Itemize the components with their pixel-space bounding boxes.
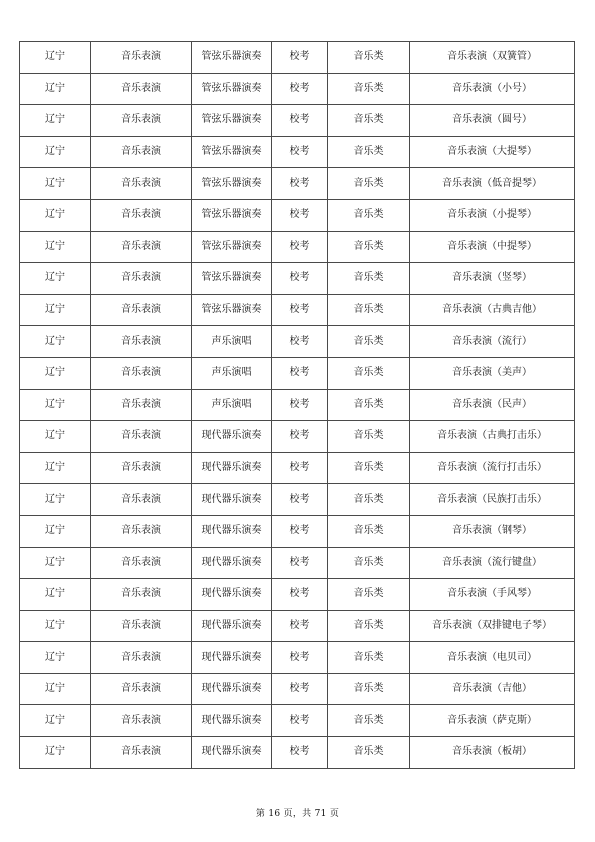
major-cell: 音乐表演 <box>91 484 192 516</box>
discipline-cell: 音乐类 <box>328 421 410 453</box>
category-cell: 现代器乐演奏 <box>192 673 272 705</box>
specialty-cell: 音乐表演（双排键电子琴） <box>410 610 575 642</box>
category-cell: 管弦乐器演奏 <box>192 231 272 263</box>
major-cell: 音乐表演 <box>91 231 192 263</box>
specialty-cell: 音乐表演（电贝司） <box>410 642 575 674</box>
exam-type-cell: 校考 <box>272 515 328 547</box>
major-cell: 音乐表演 <box>91 547 192 579</box>
specialty-cell: 音乐表演（萨克斯） <box>410 705 575 737</box>
exam-type-cell: 校考 <box>272 231 328 263</box>
category-cell: 管弦乐器演奏 <box>192 73 272 105</box>
category-cell: 现代器乐演奏 <box>192 705 272 737</box>
exam-type-cell: 校考 <box>272 579 328 611</box>
discipline-cell: 音乐类 <box>328 547 410 579</box>
table-row <box>20 515 575 547</box>
specialty-cell: 音乐表演（大提琴） <box>410 136 575 168</box>
exam-type-cell: 校考 <box>272 452 328 484</box>
specialty-cell: 音乐表演（钢琴） <box>410 515 575 547</box>
major-cell: 音乐表演 <box>91 515 192 547</box>
category-cell: 声乐演唱 <box>192 389 272 421</box>
specialty-cell: 音乐表演（流行打击乐） <box>410 452 575 484</box>
discipline-cell: 音乐类 <box>328 231 410 263</box>
province-cell: 辽宁 <box>20 357 91 389</box>
specialty-cell: 音乐表演（手风琴） <box>410 579 575 611</box>
specialty-cell: 音乐表演（民族打击乐） <box>410 484 575 516</box>
discipline-cell: 音乐类 <box>328 452 410 484</box>
table-row <box>20 452 575 484</box>
table-row <box>20 547 575 579</box>
major-cell: 音乐表演 <box>91 421 192 453</box>
category-cell: 现代器乐演奏 <box>192 547 272 579</box>
discipline-cell: 音乐类 <box>328 136 410 168</box>
table-row <box>20 642 575 674</box>
table-row <box>20 136 575 168</box>
major-cell: 音乐表演 <box>91 263 192 295</box>
major-cell: 音乐表演 <box>91 168 192 200</box>
table-row <box>20 326 575 358</box>
province-cell: 辽宁 <box>20 231 91 263</box>
category-cell: 管弦乐器演奏 <box>192 136 272 168</box>
discipline-cell: 音乐类 <box>328 294 410 326</box>
exam-type-cell: 校考 <box>272 42 328 74</box>
province-cell: 辽宁 <box>20 263 91 295</box>
province-cell: 辽宁 <box>20 199 91 231</box>
exam-type-cell: 校考 <box>272 263 328 295</box>
discipline-cell: 音乐类 <box>328 579 410 611</box>
discipline-cell: 音乐类 <box>328 705 410 737</box>
specialty-cell: 音乐表演（双簧管） <box>410 42 575 74</box>
specialty-cell: 音乐表演（美声） <box>410 357 575 389</box>
table-body <box>20 42 575 769</box>
exam-type-cell: 校考 <box>272 642 328 674</box>
province-cell: 辽宁 <box>20 42 91 74</box>
major-cell: 音乐表演 <box>91 294 192 326</box>
major-cell: 音乐表演 <box>91 705 192 737</box>
category-cell: 现代器乐演奏 <box>192 452 272 484</box>
discipline-cell: 音乐类 <box>328 610 410 642</box>
page-number: 第 16 页，共 71 页 <box>255 809 340 819</box>
specialty-cell: 音乐表演（圆号） <box>410 105 575 137</box>
discipline-cell: 音乐类 <box>328 484 410 516</box>
discipline-cell: 音乐类 <box>328 737 410 769</box>
major-cell: 音乐表演 <box>91 737 192 769</box>
major-cell: 音乐表演 <box>91 673 192 705</box>
specialty-cell: 音乐表演（流行键盘） <box>410 547 575 579</box>
exam-type-cell: 校考 <box>272 294 328 326</box>
table-row <box>20 199 575 231</box>
table-row <box>20 263 575 295</box>
province-cell: 辽宁 <box>20 547 91 579</box>
specialty-cell: 音乐表演（低音提琴） <box>410 168 575 200</box>
major-cell: 音乐表演 <box>91 610 192 642</box>
exam-type-cell: 校考 <box>272 737 328 769</box>
category-cell: 现代器乐演奏 <box>192 642 272 674</box>
specialty-cell: 音乐表演（竖琴） <box>410 263 575 295</box>
table-row <box>20 294 575 326</box>
category-cell: 管弦乐器演奏 <box>192 42 272 74</box>
specialty-cell: 音乐表演（中提琴） <box>410 231 575 263</box>
province-cell: 辽宁 <box>20 294 91 326</box>
exam-type-cell: 校考 <box>272 610 328 642</box>
category-cell: 管弦乐器演奏 <box>192 199 272 231</box>
major-cell: 音乐表演 <box>91 357 192 389</box>
category-cell: 现代器乐演奏 <box>192 579 272 611</box>
exam-type-cell: 校考 <box>272 421 328 453</box>
major-cell: 音乐表演 <box>91 326 192 358</box>
exam-type-cell: 校考 <box>272 105 328 137</box>
discipline-cell: 音乐类 <box>328 168 410 200</box>
major-cell: 音乐表演 <box>91 199 192 231</box>
discipline-cell: 音乐类 <box>328 357 410 389</box>
major-cell: 音乐表演 <box>91 105 192 137</box>
table-row <box>20 673 575 705</box>
category-cell: 现代器乐演奏 <box>192 610 272 642</box>
specialty-cell: 音乐表演（板胡） <box>410 737 575 769</box>
category-cell: 声乐演唱 <box>192 357 272 389</box>
province-cell: 辽宁 <box>20 421 91 453</box>
table-row <box>20 737 575 769</box>
discipline-cell: 音乐类 <box>328 515 410 547</box>
exam-type-cell: 校考 <box>272 357 328 389</box>
exam-type-cell: 校考 <box>272 705 328 737</box>
specialty-cell: 音乐表演（古典打击乐） <box>410 421 575 453</box>
discipline-cell: 音乐类 <box>328 199 410 231</box>
discipline-cell: 音乐类 <box>328 73 410 105</box>
province-cell: 辽宁 <box>20 326 91 358</box>
exam-type-cell: 校考 <box>272 136 328 168</box>
province-cell: 辽宁 <box>20 673 91 705</box>
table-row <box>20 357 575 389</box>
discipline-cell: 音乐类 <box>328 105 410 137</box>
province-cell: 辽宁 <box>20 515 91 547</box>
province-cell: 辽宁 <box>20 452 91 484</box>
discipline-cell: 音乐类 <box>328 673 410 705</box>
province-cell: 辽宁 <box>20 579 91 611</box>
specialty-cell: 音乐表演（小号） <box>410 73 575 105</box>
province-cell: 辽宁 <box>20 610 91 642</box>
category-cell: 管弦乐器演奏 <box>192 105 272 137</box>
province-cell: 辽宁 <box>20 484 91 516</box>
province-cell: 辽宁 <box>20 642 91 674</box>
specialty-cell: 音乐表演（古典吉他） <box>410 294 575 326</box>
table-row <box>20 42 575 74</box>
admission-table <box>19 41 575 769</box>
table-row <box>20 705 575 737</box>
category-cell: 管弦乐器演奏 <box>192 168 272 200</box>
table-row <box>20 231 575 263</box>
discipline-cell: 音乐类 <box>328 642 410 674</box>
exam-type-cell: 校考 <box>272 547 328 579</box>
major-cell: 音乐表演 <box>91 73 192 105</box>
province-cell: 辽宁 <box>20 168 91 200</box>
table-row <box>20 168 575 200</box>
category-cell: 管弦乐器演奏 <box>192 294 272 326</box>
table-row <box>20 421 575 453</box>
discipline-cell: 音乐类 <box>328 42 410 74</box>
province-cell: 辽宁 <box>20 105 91 137</box>
specialty-cell: 音乐表演（流行） <box>410 326 575 358</box>
exam-type-cell: 校考 <box>272 389 328 421</box>
category-cell: 管弦乐器演奏 <box>192 263 272 295</box>
major-cell: 音乐表演 <box>91 579 192 611</box>
category-cell: 现代器乐演奏 <box>192 737 272 769</box>
exam-type-cell: 校考 <box>272 168 328 200</box>
major-cell: 音乐表演 <box>91 136 192 168</box>
exam-type-cell: 校考 <box>272 326 328 358</box>
category-cell: 现代器乐演奏 <box>192 421 272 453</box>
category-cell: 现代器乐演奏 <box>192 484 272 516</box>
specialty-cell: 音乐表演（民声） <box>410 389 575 421</box>
table-row <box>20 610 575 642</box>
province-cell: 辽宁 <box>20 389 91 421</box>
table-row <box>20 389 575 421</box>
major-cell: 音乐表演 <box>91 42 192 74</box>
province-cell: 辽宁 <box>20 705 91 737</box>
category-cell: 声乐演唱 <box>192 326 272 358</box>
category-cell: 现代器乐演奏 <box>192 515 272 547</box>
table-row <box>20 484 575 516</box>
specialty-cell: 音乐表演（小提琴） <box>410 199 575 231</box>
exam-type-cell: 校考 <box>272 73 328 105</box>
table-row <box>20 105 575 137</box>
exam-type-cell: 校考 <box>272 199 328 231</box>
discipline-cell: 音乐类 <box>328 389 410 421</box>
province-cell: 辽宁 <box>20 73 91 105</box>
major-cell: 音乐表演 <box>91 452 192 484</box>
province-cell: 辽宁 <box>20 737 91 769</box>
table-row <box>20 579 575 611</box>
specialty-cell: 音乐表演（吉他） <box>410 673 575 705</box>
major-cell: 音乐表演 <box>91 389 192 421</box>
table-row <box>20 73 575 105</box>
discipline-cell: 音乐类 <box>328 263 410 295</box>
major-cell: 音乐表演 <box>91 642 192 674</box>
exam-type-cell: 校考 <box>272 484 328 516</box>
discipline-cell: 音乐类 <box>328 326 410 358</box>
province-cell: 辽宁 <box>20 136 91 168</box>
exam-type-cell: 校考 <box>272 673 328 705</box>
